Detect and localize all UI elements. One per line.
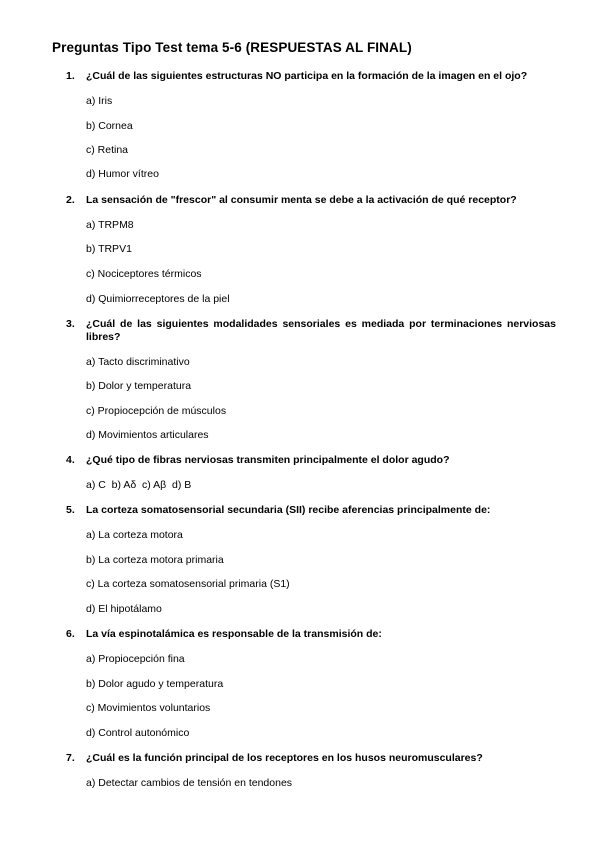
option-6d: d) Control autonómico <box>86 727 190 739</box>
option-1a: a) Iris <box>86 95 113 107</box>
option-5b: b) La corteza motora primaria <box>86 554 224 566</box>
question-number: 4. <box>66 454 75 466</box>
option-1c: c) Retina <box>86 144 129 156</box>
question-text: La vía espinotalámica es responsable de la transmisión de: <box>86 628 382 640</box>
question-number: 7. <box>66 752 75 764</box>
option-5c: c) La corteza somatosensorial primaria (S1) <box>86 578 290 590</box>
document-title: Preguntas Tipo Test tema 5-6 (RESPUESTAS AL FINAL) <box>52 40 412 55</box>
question-text: ¿Cuál es la función principal de los receptores en los husos neuromusculares? <box>86 752 483 764</box>
question-text: La corteza somatosensorial secundaria (SII) recibe aferencias principalmente de: <box>86 504 491 516</box>
option-2d: d) Quimiorreceptores de la piel <box>86 293 230 305</box>
question-number: 2. <box>66 194 75 206</box>
question-text: ¿Cuál de las siguientes modalidades sensoriales es mediada por terminaciones nerviosas libres? <box>86 318 556 343</box>
option-1b: b) Cornea <box>86 120 133 132</box>
option-3c: c) Propiocepción de músculos <box>86 405 227 417</box>
question-number: 6. <box>66 628 75 640</box>
option-5d: d) El hipotálamo <box>86 603 162 615</box>
option-2c: c) Nociceptores térmicos <box>86 268 202 280</box>
option-2a: a) TRPM8 <box>86 219 134 231</box>
question-number: 5. <box>66 504 75 516</box>
question-text: ¿Cuál de las siguientes estructuras NO participa en la formación de la imagen en el ojo? <box>86 70 528 82</box>
question-number: 1. <box>66 70 75 82</box>
option-3d: d) Movimientos articulares <box>86 429 209 441</box>
option-4-inline: a) C b) Aδ c) Aβ d) B <box>86 479 192 491</box>
option-2b: b) TRPV1 <box>86 243 132 255</box>
option-3b: b) Dolor y temperatura <box>86 380 192 392</box>
option-6a: a) Propiocepción fina <box>86 653 185 665</box>
question-text: La sensación de "frescor" al consumir menta se debe a la activación de qué receptor? <box>86 194 517 206</box>
option-6b: b) Dolor agudo y temperatura <box>86 678 224 690</box>
option-6c: c) Movimientos voluntarios <box>86 702 211 714</box>
option-1d: d) Humor vítreo <box>86 168 159 180</box>
option-3a: a) Tacto discriminativo <box>86 356 190 368</box>
question-number: 3. <box>66 318 75 330</box>
question-text: ¿Qué tipo de fibras nerviosas transmiten principalmente el dolor agudo? <box>86 454 450 466</box>
option-7a: a) Detectar cambios de tensión en tendones <box>86 777 293 789</box>
option-5a: a) La corteza motora <box>86 529 183 541</box>
